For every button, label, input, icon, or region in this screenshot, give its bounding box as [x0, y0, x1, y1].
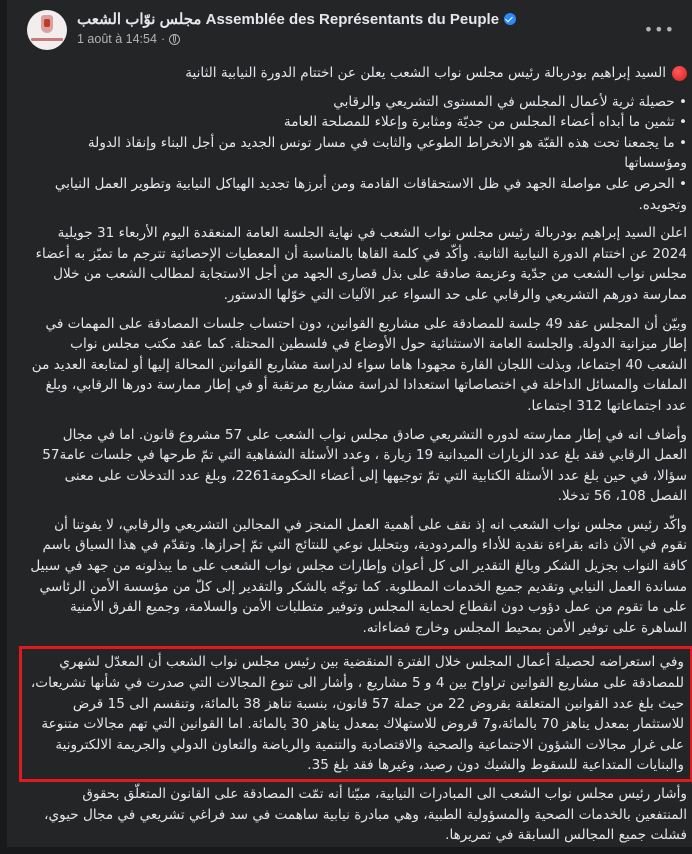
post-card [7, 0, 692, 847]
bullet-item: • ما يجمعنا تحت هذه القبّة هو الانخراط الطوعي والثابت في مسار تونس الجديد من أجل البناء وإنقاذ الدولة ومؤسساتها [27, 133, 687, 174]
bullet-list [27, 92, 687, 216]
paragraph: واكّد رئيس مجلس نواب الشعب انه إذ نقف على أهمية العمل المنجز في المجالين التشريعي والرقابي، لا يفوتنا أن نقوم في الآن ذاته بقراءة نقدية للأداء والمردودية، وبتحليل نوعي للنتائج التي تمّ إحرازها. وتقدّم في هذا السياق باسم كافة النواب بجزيل الشكر وبالغ التقدير الى كل أعوان وإطارات مجلس نواب الشعب على ما يبذلونه من جهد في سبيل مساندة العمل النيابي وتقديم جميع الخدمات المطلوبة. كما توجّه بالشكر والتقدير إلى كلّ من مؤسسة الأمن الرئاسي على ما تقوم من عمل دؤوب دون انقطاع لحماية المجلس وتوفير متطلبات الأمن والسلامة، وجميع الفرق الأمنية الساهرة على توفير الأمن بمحيط المجلس وخارج فضاءاته. [30, 516, 687, 636]
verified-badge-icon [504, 13, 516, 25]
post-meta [77, 32, 180, 46]
avatar-caption [31, 38, 63, 41]
red-circle-icon [672, 66, 687, 81]
more-options-button[interactable]: ••• [643, 20, 675, 39]
page-avatar[interactable] [27, 10, 67, 50]
highlighted-paragraph-box [19, 646, 692, 782]
bullet-item: • حصيلة ثرية لأعمال المجلس في المستوى التشريعي والرقابي [27, 92, 687, 113]
highlighted-paragraph: وفي استعراضه لحصيلة أعمال المجلس خلال الفترة المنقضية بين رئيس مجلس نواب الشعب أن المعدّل لشهري للمصادقة على مشاريع القوانين تراواح بين 4 و 5 مشاريع ، وأشار الى تنوع المجالات التي صدرت في شأنها تشريعات، حيث بلغ عدد القوانين المتعلقة بقروض 22 من جملة 57 قانون، بنسبة تناهز 38 بالمائة، وتنقسم الى 15 قرض للاستثمار بمعدل يناهز 70 بالمائة،و7 قروض للاستهلاك بمعدل يناهز 30 بالمائة. اما القوانين التي تهم مجالات متنوعة على غرار مجالات الشؤون الاجتماعية والصحية والاقتصادية والتنمية والرياضة والتعاون الدولي والجريمة الالكترونية والبنايات المتداعية للسقوط والشيك دون رصيد، وغيرها فقد بلغ 35. [30, 654, 684, 774]
paragraph: وأضاف انه في إطار ممارسته لدوره التشريعي صادق مجلس نواب الشعب على 57 مشروع قانون. اما في مجال العمل الرقابي فقد بلغ عدد الزيارات الميدانية 19 زيارة ، وعدد الأسئلة الشفاهية التي تمّ طرحها في جلسات عامة57 سؤالا، في حين بلغ عدد الأسئلة الكتابية التي تمّ توجيهها إلى أعضاء الحكومة2261، وبلغ عدد التدخلات على معنى الفصل 108، 56 تدخلا. [42, 426, 687, 505]
headline-text: السيد إبراهيم بودربالة رئيس مجلس نواب الشعب يعلن عن اختتام الدورة النيابية الثانية [185, 65, 666, 81]
post-header [23, 8, 683, 52]
post-headline [27, 63, 687, 84]
paragraph: وأشار رئيس مجلس نواب الشعب الى المبادرات النيابية، مبيّنا أنه تمّت المصادقة على القانون المتعلّق بحقوق المنتفعين بالخدمات الصحية والمسؤولية الطبية، وهي مبادرة نيابية ساهمت في سد فراغي تشريعي في مجال حيوي، فشلت جميع المجالس السابقة في تمريرها. [44, 786, 687, 844]
page-name-link[interactable] [77, 10, 516, 28]
bullet-item: • الحرص على مواصلة الجهد في ظل الاستحقاقات القادمة ومن أبرزها تجديد الهياكل النيابية وتطوير العمل النيابي وتجويده. [27, 174, 687, 215]
meta-separator: · [160, 32, 166, 46]
paragraph: وبيّن أن المجلس عقد 49 جلسة للمصادقة على مشاريع القوانين، دون احتساب جلسات المصادقة على المهمات في إطار ميزانية الدولة. والجلسة العامة الاستثنائية حول الأوضاع في فلسطين المحتلة. كما عقد مكتب مجلس نواب الشعب 40 اجتماعا، وبذلت اللجان القارة مجهودا هاما سواء لدراسة مشاريع القوانين المحالة إليها أو لمتابعة العديد من الملفات والمسائل الداخلة في اختصاصاتها استعدادا لدراسة مشاريع مرتقبة أو في إطار ممارسة دورها الرقابي، وبلغ عدد اجتماعاتها 312 اجتماعا. [31, 315, 687, 414]
globe-icon[interactable] [169, 34, 180, 45]
coat-of-arms-icon [41, 15, 53, 33]
timestamp-link[interactable]: 1 août à 14:54 [77, 32, 157, 46]
post-body [27, 63, 687, 854]
bullet-item: • تثمين ما أبداه أعضاء المجلس من جديّة ومثابرة وإعلاء للمصلحة العامة [27, 112, 687, 133]
author-name[interactable]: مجلس نوّاب الشعب Assemblée des Représentants du Peuple [77, 11, 500, 28]
paragraph: اعلن السيد إبراهيم بودربالة رئيس مجلس نواب الشعب في نهاية الجلسة العامة المنعقدة اليوم الأربعاء 31 جويلية 2024 عن اختتام الدورة النيابية الثانية. وأكّد في كلمة القاها بالمناسبة أن المعطيات الإحصائية تترجم ما تميّز به أعضاء مجلس نواب الشعب من جدّية وعزيمة صادقة على بذل قصارى الجهد من أجل الاستجابة لمطالب الشعب من خلال ممارسة دورهم التشريعي والرقابي على حد السواء عبر الآليات التي خوّلها الدستور. [35, 225, 687, 303]
